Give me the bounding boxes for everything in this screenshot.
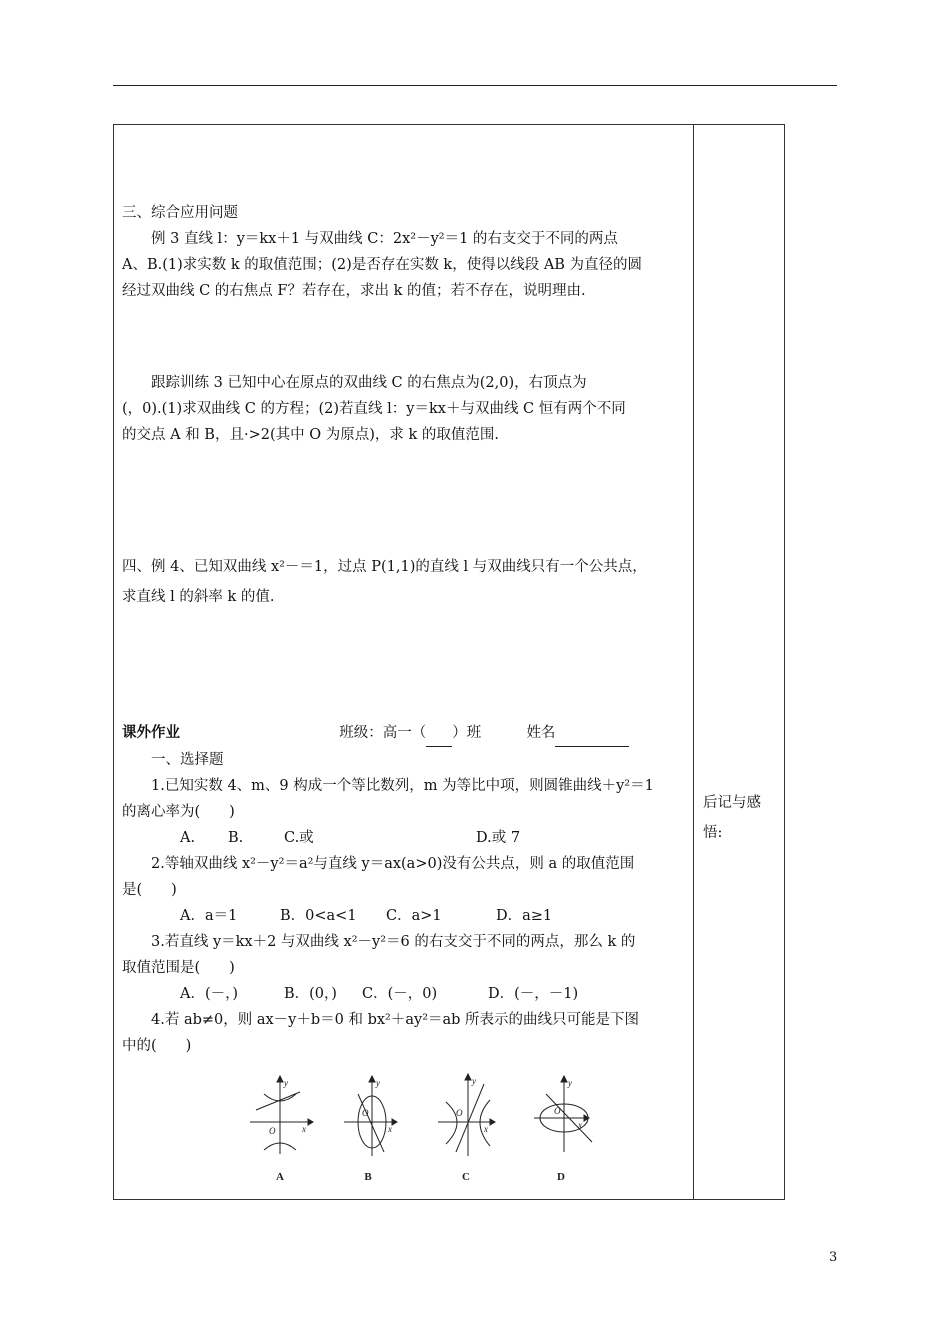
figure-c-x-label: x [484,1124,488,1134]
training3-line-2: (，0).(1)求双曲线 C 的方程；(2)若直线 l：y＝kx＋与双曲线 C 恒有两个不同 [122,401,626,417]
figure-a-y-label: y [284,1078,288,1088]
q1-options [122,825,688,851]
side-note-line-1: 后记与感 [703,795,761,811]
header-rule [113,85,837,86]
q2-line-1: 2.等轴双曲线 x²－y²＝a²与直线 y＝ax(a>0)没有公共点，则 a 的取值范围 [151,856,635,872]
main-column [122,124,688,1059]
figure-d-graph [534,1076,592,1152]
column-divider [693,124,694,1200]
side-note-line-2: 悟: [703,825,723,841]
figure-b-x-label: x [388,1124,392,1134]
example4-line-2: 求直线 l 的斜率 k 的值. [122,589,275,605]
q1-option-b[interactable]: B. [228,830,244,846]
name-label: 姓名 [526,725,556,741]
q2-option-b[interactable]: B．0<a<1 [280,908,357,924]
homework-header-row [122,720,688,747]
q1-option-d[interactable]: D.或 7 [476,830,521,846]
q2-options [122,903,688,929]
q2-option-d[interactable]: D．a≥1 [496,908,553,924]
q3-line-2: 取值范围是( ) [122,960,235,976]
q4-line-1: 4.若 ab≠0，则 ax－y＋b＝0 和 bx²＋ay²＝ab 所表示的曲线只可能是下图 [151,1012,640,1028]
class-suffix: ）班 [452,725,482,741]
q1-line-2: 的离心率为( ) [122,804,235,820]
figure-a-x-label: x [302,1124,306,1134]
q2-line-2: 是( ) [122,882,177,898]
figure-b-y-label: y [376,1078,380,1088]
figure-a-origin-label: O [269,1126,276,1136]
training3-line-1: 跟踪训练 3 已知中心在原点的双曲线 C 的右焦点为(2,0)，右顶点为 [151,375,587,391]
example3-line-3: 经过双曲线 C 的右焦点 F？若存在，求出 k 的值；若不存在，说明理由. [122,283,586,299]
figure-c-label[interactable]: C [462,1171,470,1183]
figure-b-graph [344,1076,397,1156]
figure-d-y-label: y [568,1078,572,1088]
q3-line-1: 3.若直线 y＝kx＋2 与双曲线 x²－y²＝6 的右支交于不同的两点，那么 k 的 [151,934,636,950]
section3-heading: 三、综合应用问题 [122,205,238,221]
class-blank[interactable] [426,720,452,747]
q3-option-c[interactable]: C．(－，0) [362,986,438,1002]
figure-a-label[interactable]: A [276,1171,284,1183]
side-note-column [703,788,783,848]
figure-c-graph [438,1074,495,1156]
q3-options [122,981,688,1007]
figure-c-origin-label: O [456,1108,463,1118]
q1-option-a[interactable]: A. [180,830,196,846]
figure-b-label[interactable]: B [364,1171,372,1183]
q3-option-b[interactable]: B．(0，) [284,986,337,1002]
example4-line-1: 四、例 4、已知双曲线 x²－＝1，过点 P(1,1)的直线 l 与双曲线只有一个公共点， [122,559,647,575]
training3-line-3: 的交点 A 和 B，且·>2(其中 O 为原点)，求 k 的取值范围. [122,427,499,443]
example3-line-1: 例 3 直线 l：y＝kx＋1 与双曲线 C：2x²－y²＝1 的右支交于不同的两点 [151,231,618,247]
q1-line-1: 1.已知实数 4、m、9 构成一个等比数列，m 为等比中项，则圆锥曲线＋y²＝1 [151,778,654,794]
page-number: 3 [829,1250,838,1265]
q4-line-2: 中的( ) [122,1038,192,1054]
figure-d-x-label: x [578,1120,582,1130]
q3-option-d[interactable]: D．(－，－1) [488,986,579,1002]
figure-c-y-label: y [472,1076,476,1086]
q2-option-c[interactable]: C．a>1 [386,908,442,924]
figure-d-origin-label: O [554,1106,561,1116]
q3-option-a[interactable]: A．(－，) [180,986,239,1002]
figure-a-graph [250,1076,313,1154]
name-blank[interactable] [555,720,629,747]
q2-option-a[interactable]: A．a＝1 [180,908,238,924]
homework-title: 课外作业 [122,724,180,741]
q4-answer-figures [122,1072,688,1190]
choice-heading: 一、选择题 [151,752,224,768]
figure-d-label[interactable]: D [557,1171,565,1183]
example3-line-2: A、B.(1)求实数 k 的取值范围；(2)是否存在实数 k，使得以线段 AB 为直径的圆 [122,257,643,273]
q1-option-c[interactable]: C.或 [284,830,314,846]
class-label: 班级：高一（ [339,725,427,741]
figure-b-origin-label: O [362,1108,369,1118]
